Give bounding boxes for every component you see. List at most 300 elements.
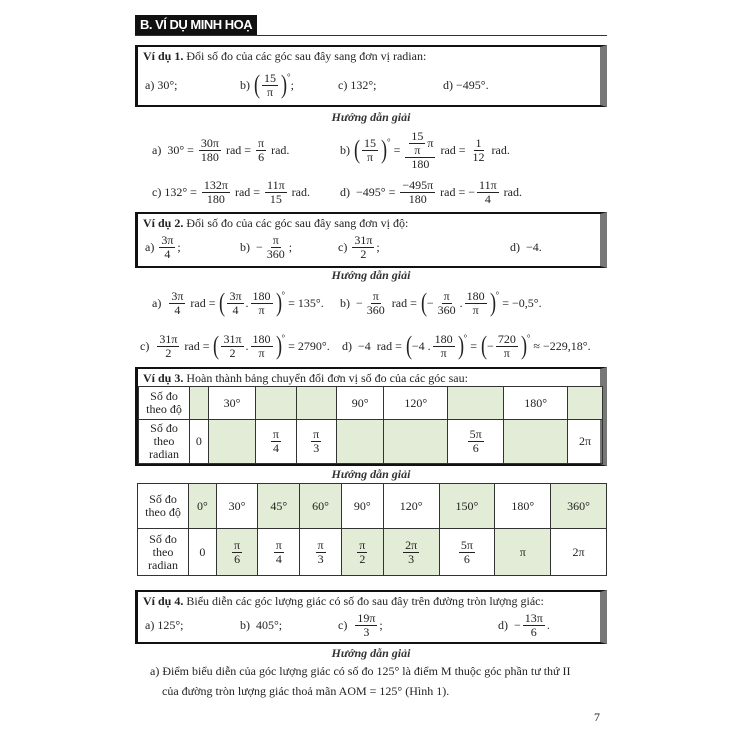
ex2-solution-b xyxy=(340,285,542,321)
math-text: rad = xyxy=(222,142,255,157)
table-row xyxy=(138,529,607,576)
ex1-problem-d xyxy=(443,67,489,103)
table-cell xyxy=(383,529,439,576)
table-cell xyxy=(551,529,607,576)
denominator xyxy=(274,553,284,566)
right-paren: ) xyxy=(275,331,282,360)
math-text: 180 xyxy=(206,191,225,206)
degree-superscript: ° xyxy=(287,71,291,82)
table-cell xyxy=(189,484,217,529)
math-text: − xyxy=(426,295,434,310)
math-text: . xyxy=(245,338,249,353)
right-paren: ) xyxy=(381,135,388,164)
math-text: b) − xyxy=(340,295,363,310)
fraction xyxy=(436,290,458,317)
denominator xyxy=(268,193,284,206)
example-2-label: Ví dụ 2. xyxy=(143,216,184,230)
math-text: 4 xyxy=(174,302,181,317)
denominator xyxy=(529,626,539,639)
denominator xyxy=(436,304,458,317)
ex1-problem-c xyxy=(338,67,376,103)
table-cell xyxy=(216,484,258,529)
denominator xyxy=(357,553,367,566)
math-text: 132π xyxy=(203,177,228,192)
numerator xyxy=(202,179,230,193)
right-paren: ) xyxy=(489,288,496,317)
math-text: 180 xyxy=(252,331,271,346)
numerator xyxy=(271,234,281,248)
table-cell xyxy=(439,484,495,529)
ex1-problem-a xyxy=(145,67,177,103)
denominator xyxy=(502,347,512,360)
math-text: 0° xyxy=(196,498,208,513)
ex4-problem-d xyxy=(498,607,550,643)
math-text: 19π xyxy=(357,610,376,625)
math-text: 180 xyxy=(434,331,453,346)
math-text: ; xyxy=(376,239,380,254)
table-cell xyxy=(504,387,568,420)
row-header: Số đo theo radian xyxy=(138,529,189,576)
math-text: ; xyxy=(177,239,181,254)
ex2-problem-b xyxy=(240,229,292,265)
numerator xyxy=(433,333,455,347)
denominator xyxy=(199,151,221,164)
table-row xyxy=(139,387,603,420)
math-text: π xyxy=(519,544,526,559)
fraction xyxy=(227,290,243,317)
denominator xyxy=(365,151,375,164)
numerator xyxy=(271,428,281,442)
exercise-conversion-table xyxy=(138,386,603,464)
math-text: b) 405°; xyxy=(240,617,283,632)
math-text: a) xyxy=(145,239,158,254)
table-cell xyxy=(189,529,217,576)
math-text: π xyxy=(272,232,279,247)
fraction xyxy=(256,137,266,164)
table-cell xyxy=(551,484,607,529)
math-text: 5π xyxy=(469,427,482,441)
fraction xyxy=(251,290,273,317)
math-text: 4 xyxy=(272,441,279,455)
numerator xyxy=(362,137,378,151)
fraction xyxy=(202,179,230,206)
math-text: d) −495°. xyxy=(443,77,489,92)
math-text: ; xyxy=(290,77,294,92)
example-2-text: Đổi số đo của các góc sau đây sang đơn vị độ: xyxy=(183,216,409,230)
math-text: π xyxy=(503,345,510,360)
table-cell xyxy=(439,529,495,576)
math-text: 4 xyxy=(484,191,491,206)
row-header: Số đo theo độ xyxy=(139,387,190,420)
table-cell xyxy=(568,420,603,464)
denominator xyxy=(228,347,238,360)
math-text: 1 xyxy=(475,135,482,150)
math-text: ; xyxy=(379,617,383,632)
numerator xyxy=(352,234,374,248)
math-text: 11π xyxy=(479,177,497,192)
example-2-box xyxy=(135,212,607,268)
fraction xyxy=(496,333,518,360)
math-text: 6 xyxy=(472,441,479,455)
math-text: π xyxy=(366,149,374,164)
math-text: 6 xyxy=(463,551,470,566)
denominator xyxy=(471,442,481,455)
table-cell xyxy=(336,420,384,464)
denominator xyxy=(409,158,431,171)
denominator xyxy=(172,304,182,317)
degree-superscript: ° xyxy=(495,289,500,300)
math-text: 60° xyxy=(312,498,329,513)
right-paren: ) xyxy=(275,288,282,317)
math-text: 0 xyxy=(199,544,206,559)
ex1-solution-a xyxy=(152,132,289,168)
math-text: 2 xyxy=(359,551,366,566)
parenthesized-group xyxy=(480,333,530,360)
numerator xyxy=(459,539,475,553)
table-cell xyxy=(216,529,258,576)
guide-heading-4: Hướng dẫn giải xyxy=(331,646,411,660)
math-text: d) −4. xyxy=(510,239,542,254)
table-cell xyxy=(341,529,383,576)
denominator xyxy=(439,347,449,360)
ex2-solution-d xyxy=(342,328,591,364)
numerator xyxy=(159,234,175,248)
math-text: 360 xyxy=(437,302,456,317)
denominator xyxy=(412,144,422,157)
table-row xyxy=(139,420,603,464)
table-cell xyxy=(383,484,439,529)
math-text: 720 xyxy=(497,331,516,346)
math-text: 180 xyxy=(411,156,430,171)
math-text: 4 xyxy=(275,551,282,566)
fraction xyxy=(468,428,484,455)
ex4-problem-c xyxy=(338,607,383,643)
ex2-problem-c xyxy=(338,229,380,265)
math-text: a) 30°; xyxy=(145,77,178,92)
numerator xyxy=(316,539,326,553)
fraction xyxy=(262,72,278,99)
math-text: . xyxy=(459,295,463,310)
math-text: 31π xyxy=(223,331,242,346)
math-text: 15 xyxy=(411,128,424,143)
table-cell xyxy=(256,387,296,420)
numerator xyxy=(262,72,278,86)
example-3-text: Hoàn thành bảng chuyển đổi đơn vị số đo của các góc sau: xyxy=(183,371,468,385)
math-text: c) xyxy=(338,239,351,254)
denominator xyxy=(365,304,387,317)
numerator xyxy=(474,137,484,151)
parenthesized-group xyxy=(218,290,285,317)
table-cell xyxy=(258,484,300,529)
fraction xyxy=(400,179,435,206)
math-text: b) xyxy=(340,142,353,157)
math-text: 30π xyxy=(200,135,219,150)
left-paren: ( xyxy=(213,331,220,360)
math-text: = −0,5°. xyxy=(499,295,542,310)
math-text: b) − xyxy=(240,239,263,254)
ex1-solution-c xyxy=(152,174,310,210)
left-paren: ( xyxy=(420,288,427,317)
math-text: . xyxy=(546,617,550,632)
table-cell xyxy=(384,420,448,464)
section-header: B. VÍ DỤ MINH HOẠ xyxy=(135,15,257,35)
fraction xyxy=(352,234,374,261)
fraction xyxy=(477,179,499,206)
math-text: − xyxy=(487,338,494,353)
table-cell xyxy=(300,529,342,576)
example-4-box xyxy=(135,590,607,644)
numerator xyxy=(199,137,221,151)
right-paren: ) xyxy=(457,331,464,360)
math-text: π xyxy=(313,427,320,441)
denominator xyxy=(311,442,321,455)
table-cell xyxy=(296,420,336,464)
math-text: 3 xyxy=(317,551,324,566)
fraction xyxy=(459,539,475,566)
math-text: 180° xyxy=(511,498,535,513)
denominator xyxy=(407,193,429,206)
math-text: = 135°. xyxy=(285,295,324,310)
table-cell xyxy=(256,420,296,464)
math-text: 3 xyxy=(408,551,415,566)
denominator xyxy=(271,442,281,455)
ex1-solution-b xyxy=(340,128,510,171)
math-text: c) 132° = xyxy=(152,184,200,199)
denominator xyxy=(265,248,287,261)
math-text: = xyxy=(390,142,404,157)
example-1-box xyxy=(135,45,607,107)
numerator xyxy=(311,428,321,442)
left-paren: ( xyxy=(219,288,226,317)
math-text: rad = − xyxy=(437,184,476,199)
math-text: . xyxy=(245,295,249,310)
numerator xyxy=(442,290,452,304)
math-text: 2 xyxy=(165,345,172,360)
math-text: ; xyxy=(288,239,293,254)
math-text: c) xyxy=(140,338,156,353)
ex1-problem-b xyxy=(240,67,294,103)
math-text: 2 xyxy=(360,246,367,261)
math-text: d) −4 rad = xyxy=(342,338,405,353)
math-text: 150° xyxy=(455,498,479,513)
math-text: 2 xyxy=(229,345,236,360)
fraction xyxy=(465,290,487,317)
guide-heading-1: Hướng dẫn giải xyxy=(331,110,411,124)
table-cell xyxy=(300,484,342,529)
math-text: π xyxy=(443,288,450,303)
fraction xyxy=(265,179,287,206)
example-1-label: Ví dụ 1. xyxy=(143,49,184,63)
denominator xyxy=(256,151,266,164)
math-text: 180 xyxy=(408,191,427,206)
math-text: 31π xyxy=(159,331,178,346)
numerator xyxy=(227,290,243,304)
table-cell xyxy=(190,420,209,464)
fraction xyxy=(265,234,287,261)
left-paren: ( xyxy=(405,331,412,360)
numerator xyxy=(251,290,273,304)
math-text: 6 xyxy=(530,624,537,639)
math-text: −4 . xyxy=(411,338,431,353)
math-text: 360° xyxy=(567,498,590,513)
numerator xyxy=(405,130,435,158)
numerator xyxy=(477,179,499,193)
table-cell xyxy=(208,387,256,420)
math-text: π xyxy=(372,288,379,303)
table-cell xyxy=(448,420,504,464)
example-4-text: Biểu diễn các góc lượng giác có số đo sau đây trên đường tròn lượng giác: xyxy=(183,594,544,608)
math-text: 90° xyxy=(353,498,371,513)
math-text: 2π xyxy=(578,434,592,448)
math-text: 3 xyxy=(363,624,370,639)
parenthesized-group xyxy=(212,333,285,360)
denominator xyxy=(358,248,368,261)
right-paren: ) xyxy=(520,331,527,360)
fraction xyxy=(523,612,545,639)
numerator xyxy=(221,333,243,347)
math-text: ≈ −229,18°. xyxy=(530,338,591,353)
math-text: 120° xyxy=(404,395,428,410)
parenthesized-group xyxy=(253,72,291,99)
math-text: 2π xyxy=(405,537,418,552)
denominator xyxy=(257,347,267,360)
math-text: c) 132°; xyxy=(338,77,377,92)
fraction xyxy=(232,539,242,566)
solution-conversion-table xyxy=(137,483,607,576)
math-text: 3 xyxy=(313,441,320,455)
math-text: π xyxy=(275,537,282,552)
row-header: Số đo theo độ xyxy=(138,484,189,529)
math-text: 15 xyxy=(269,191,282,206)
math-text: c) xyxy=(338,617,354,632)
ex2-problem-a xyxy=(145,229,181,265)
fraction xyxy=(357,539,367,566)
math-text: π xyxy=(472,302,479,317)
table-cell xyxy=(190,387,209,420)
numerator xyxy=(465,290,487,304)
table-cell xyxy=(208,420,256,464)
fraction xyxy=(271,428,281,455)
denominator xyxy=(471,304,481,317)
fraction xyxy=(365,290,387,317)
fraction xyxy=(433,333,455,360)
fraction xyxy=(169,290,185,317)
math-text: 6 xyxy=(234,551,241,566)
denominator xyxy=(361,626,371,639)
parenthesized-group xyxy=(405,333,467,360)
fraction xyxy=(471,137,487,164)
fraction xyxy=(274,539,284,566)
math-text: 180 xyxy=(200,149,219,164)
fraction xyxy=(251,333,273,360)
table-cell xyxy=(258,529,300,576)
math-text: π xyxy=(440,345,447,360)
denominator xyxy=(265,86,275,99)
ex2-solution-c xyxy=(140,328,330,364)
math-text: rad. xyxy=(500,184,522,199)
math-text: rad. xyxy=(288,184,310,199)
math-text: a) 125°; xyxy=(145,617,184,632)
table-cell xyxy=(336,387,384,420)
numerator xyxy=(256,137,266,151)
numerator xyxy=(232,539,242,553)
math-text: rad = xyxy=(388,295,420,310)
left-paren: ( xyxy=(481,331,488,360)
math-text: π xyxy=(414,142,421,157)
math-text: π xyxy=(272,427,279,441)
math-text: 5π xyxy=(460,537,473,552)
degree-superscript: ° xyxy=(281,289,286,300)
math-text: a) 30° = xyxy=(152,142,197,157)
math-text: 360 xyxy=(366,302,385,317)
table-cell xyxy=(296,387,336,420)
page-number: 7 xyxy=(594,710,600,724)
numerator xyxy=(409,130,425,144)
math-text: π xyxy=(258,345,265,360)
fraction xyxy=(409,130,425,157)
fraction xyxy=(157,333,179,360)
fraction xyxy=(403,539,419,566)
math-text: π xyxy=(258,302,265,317)
numerator xyxy=(265,179,287,193)
fraction xyxy=(159,234,175,261)
guide-heading-2: Hướng dẫn giải xyxy=(331,268,411,282)
math-text: 180° xyxy=(524,395,548,410)
denominator xyxy=(205,193,227,206)
ex4-solution-line-2: của đường tròn lượng giác thoả mãn AOM = 125° (Hình 1). xyxy=(162,684,450,698)
table-cell xyxy=(448,387,504,420)
table-cell xyxy=(341,484,383,529)
math-text: 2π xyxy=(572,544,585,559)
math-text: 180 xyxy=(466,288,485,303)
math-text: 3π xyxy=(161,232,174,247)
math-text: 3π xyxy=(229,288,242,303)
numerator xyxy=(251,333,273,347)
math-text: 15 xyxy=(264,70,276,85)
right-paren: ) xyxy=(281,70,288,99)
table-cell xyxy=(568,387,603,420)
ex2-solution-a xyxy=(152,285,324,321)
row-header: Số đo theo radian xyxy=(139,420,190,464)
denominator xyxy=(316,553,326,566)
numerator xyxy=(357,539,367,553)
math-text: π xyxy=(359,537,366,552)
header-rule xyxy=(135,35,607,36)
numerator xyxy=(355,612,377,626)
denominator xyxy=(232,553,242,566)
math-text: π xyxy=(427,135,434,150)
denominator xyxy=(483,193,493,206)
math-text: = xyxy=(467,338,481,353)
math-text: π xyxy=(234,537,241,552)
example-1-text: Đổi số đo của các góc sau đây sang đơn vị radian: xyxy=(183,49,427,63)
fraction xyxy=(311,428,321,455)
math-text: rad = xyxy=(437,142,469,157)
math-text: 4 xyxy=(232,302,239,317)
math-text: 360 xyxy=(266,246,285,261)
parenthesized-group xyxy=(420,290,499,317)
ex4-problem-b xyxy=(240,607,282,643)
math-text: rad. xyxy=(268,142,290,157)
math-text: b) xyxy=(240,77,253,92)
math-text: = 2790°. xyxy=(285,338,330,353)
numerator xyxy=(496,333,518,347)
degree-superscript: ° xyxy=(387,136,391,147)
math-text: 6 xyxy=(258,149,265,164)
fraction xyxy=(221,333,243,360)
math-text: 30° xyxy=(228,498,246,513)
denominator xyxy=(231,304,241,317)
